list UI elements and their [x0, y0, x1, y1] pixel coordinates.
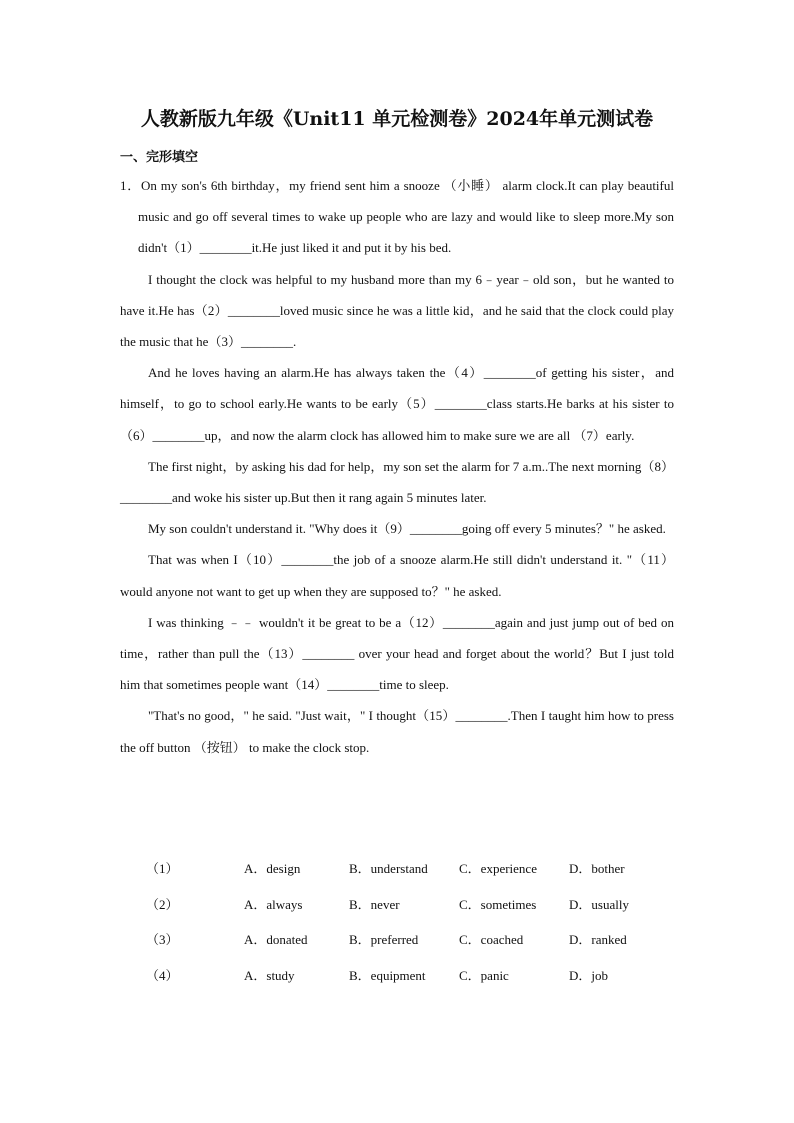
option-c[interactable]: C．coached	[459, 932, 524, 947]
passage-paragraph: 1．On my son's 6th birthday，my friend sent him a snooze （小睡） alarm clock.It can play beautiful music and go off several times to wake up people who are lazy and would like to sleep more.My son didn't（1）________it.He just liked it and put it by his bed.	[120, 178, 674, 256]
option-b[interactable]: B．never	[349, 896, 400, 912]
passage-paragraph: I thought the clock was helpful to my husband more than my 6﹣year﹣old son，but he wanted to have it.He has（2）________loved music since he was a little kid，and he said that the clock could play the music that he（3）________.	[120, 271, 674, 350]
passage-paragraph: And he loves having an alarm.He has always taken the（4）________of getting his sister，and himself，to go to school early.He wants to be early（5）________class starts.He barks at his sister to （6）________up，and now the alarm clock has allowed him to make sure we are all （7）early.	[120, 365, 674, 443]
passage-paragraph: I was thinking ﹣﹣ wouldn't it be great to be a（12）________again and just jump out of bed on time，rather than pull the（13）________ over your head and forget about the world？But I just told him that sometimes people want（14）________time to sleep.	[120, 614, 674, 693]
cloze-passage	[120, 170, 674, 763]
option-b[interactable]: B．preferred	[349, 932, 419, 947]
page-title: 人教新版九年级《Unit11 单元检测卷》2024年单元测试卷	[140, 108, 654, 130]
option-d[interactable]: D．bother	[569, 861, 625, 876]
option-a[interactable]: A．donated	[244, 932, 308, 947]
passage-paragraph: That was when I（10）________the job of a snooze alarm.He still didn't understand it. "（11）would anyone not want to get up when they are supposed to？" he asked.	[120, 552, 674, 599]
passage-paragraph: My son couldn't understand it. "Why does it（9）________going off every 5 minutes？" he asked.	[148, 521, 666, 537]
question-row	[120, 929, 680, 965]
option-c[interactable]: C．sometimes	[459, 896, 537, 912]
option-d[interactable]: D．usually	[569, 896, 629, 912]
option-b[interactable]: B．understand	[349, 861, 428, 876]
option-a[interactable]: A．design	[244, 861, 301, 876]
option-d[interactable]: D．job	[569, 967, 609, 983]
question-number: （4）	[146, 967, 179, 983]
question-number: （1）	[146, 861, 179, 876]
option-c[interactable]: C．panic	[459, 967, 509, 983]
option-a[interactable]: A．study	[244, 967, 295, 983]
passage-paragraph: "That's no good，" he said. "Just wait，" I thought（15）________.Then I taught him how to press the off button （按钮） to make the clock stop.	[120, 708, 674, 755]
question-number: （3）	[146, 932, 179, 947]
question-row	[120, 894, 680, 930]
option-a[interactable]: A．always	[244, 896, 303, 912]
question-row	[120, 965, 680, 1001]
answer-options	[120, 858, 680, 1000]
option-d[interactable]: D．ranked	[569, 932, 627, 947]
question-number: （2）	[146, 896, 179, 912]
section-heading: 一、完形填空	[120, 150, 199, 165]
option-c[interactable]: C．experience	[459, 861, 537, 876]
passage-paragraph: The first night，by asking his dad for help，my son set the alarm for 7 a.m..The next morning（8）________and woke his sister up.But then it rang again 5 minutes later.	[120, 458, 674, 506]
question-row	[120, 858, 680, 894]
option-b[interactable]: B．equipment	[349, 967, 426, 983]
